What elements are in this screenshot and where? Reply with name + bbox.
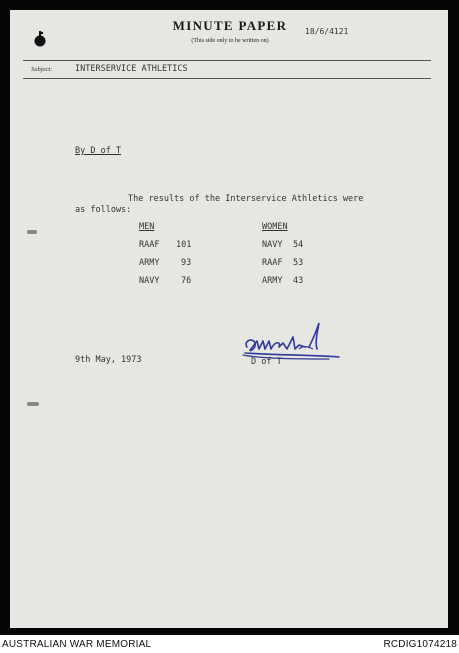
women-service: ARMY <box>262 276 283 286</box>
write-one-side-note: (This side only to be written on) <box>191 38 269 44</box>
addressed-by-line: By D of T <box>75 146 122 156</box>
men-score: 93 <box>181 258 192 268</box>
men-service: NAVY <box>139 276 160 286</box>
handwritten-signature <box>233 319 341 363</box>
men-score: 76 <box>181 276 192 286</box>
women-heading: WOMEN <box>262 222 288 232</box>
archive-credit: AUSTRALIAN WAR MEMORIAL <box>2 639 152 650</box>
minute-paper <box>10 10 448 628</box>
paragraph-line-1: The results of the Interservice Athletics were <box>128 194 364 204</box>
women-score: 54 <box>293 240 304 250</box>
subject-value: INTERSERVICE ATHLETICS <box>75 64 188 74</box>
men-service: ARMY <box>139 258 160 268</box>
women-service: RAAF <box>262 258 283 268</box>
men-score: 101 <box>176 240 192 250</box>
subject-label: Subject: <box>31 66 53 73</box>
signatory-title: D of T <box>251 357 282 367</box>
paragraph-line-2: as follows: <box>75 205 132 215</box>
women-service: NAVY <box>262 240 283 250</box>
subject-top-rule <box>23 60 431 61</box>
punch-mark <box>27 402 39 406</box>
subject-bottom-rule <box>23 78 431 79</box>
men-heading: MEN <box>139 222 155 232</box>
document-title: MINUTE PAPER <box>172 18 288 33</box>
archive-id: RCDIG1074218 <box>383 639 457 650</box>
crest-seal-icon <box>33 30 47 48</box>
document-date: 9th May, 1973 <box>75 355 142 365</box>
file-reference: 18/6/4121 <box>305 27 349 36</box>
punch-mark <box>27 230 37 234</box>
men-service: RAAF <box>139 240 160 250</box>
women-score: 53 <box>293 258 304 268</box>
women-score: 43 <box>293 276 304 286</box>
